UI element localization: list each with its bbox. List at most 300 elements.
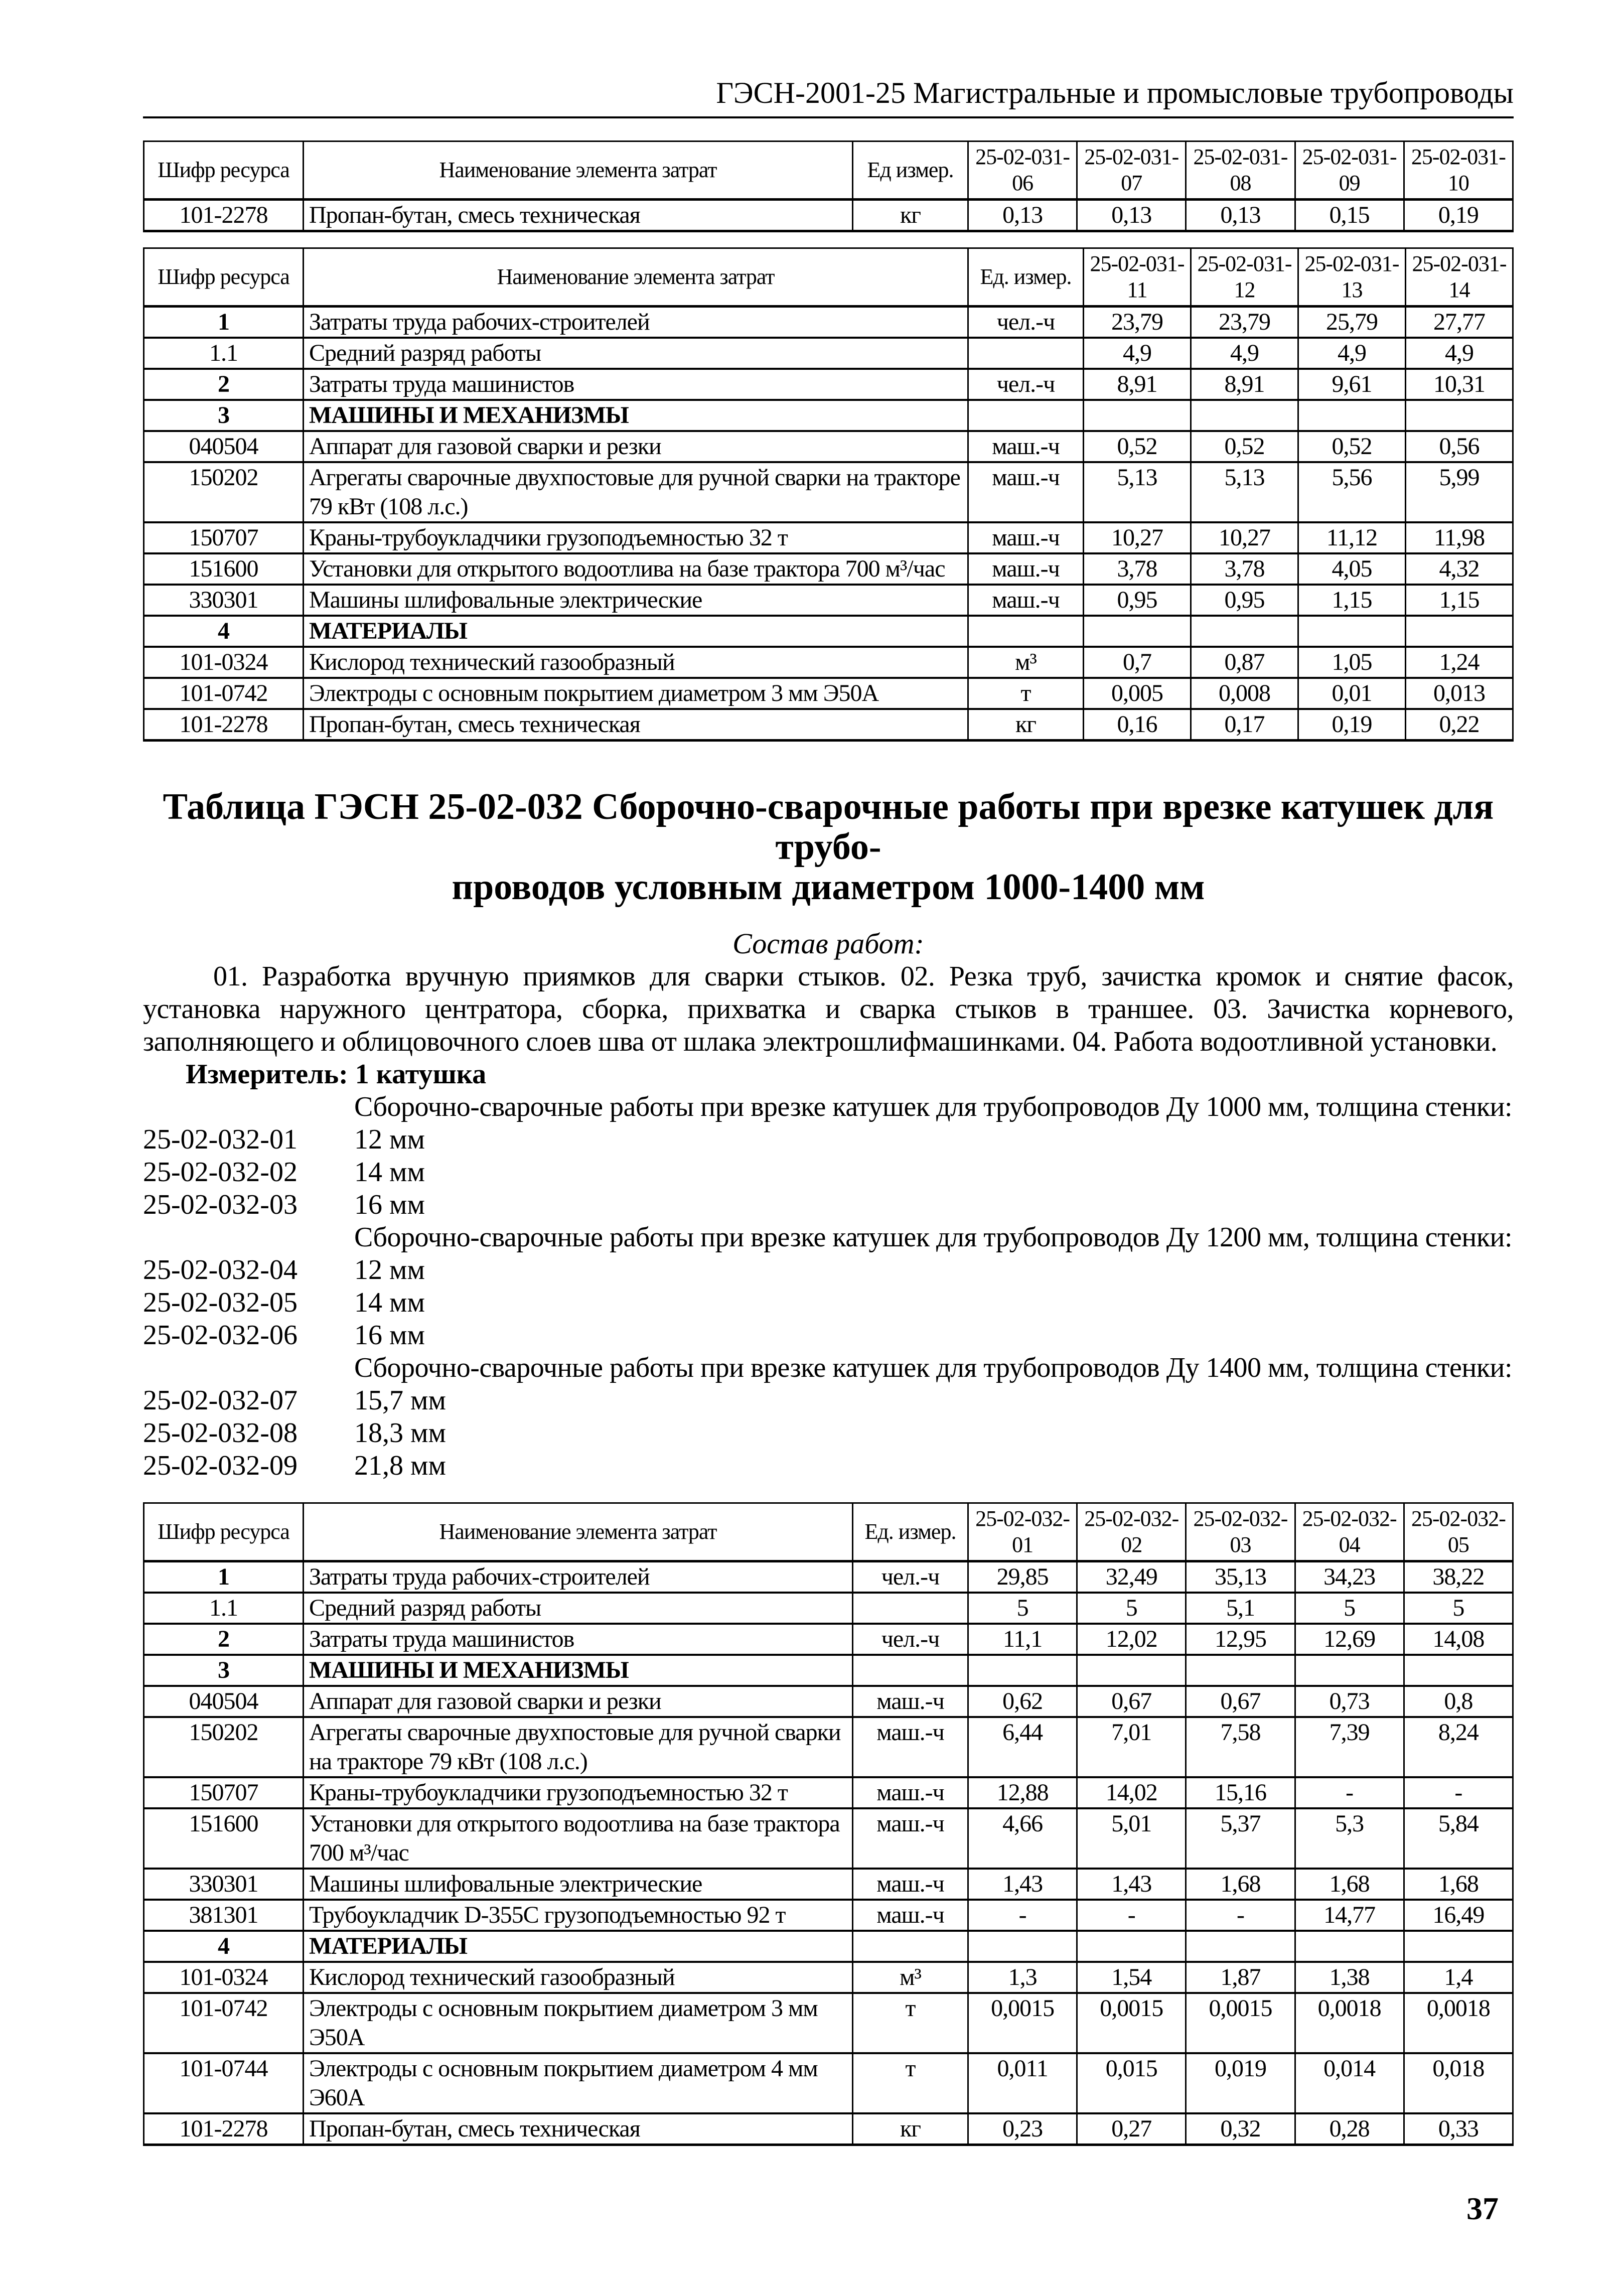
unit: [968, 338, 1084, 369]
resource-code: 101-2278: [144, 709, 304, 741]
resource-code: 330301: [144, 1869, 304, 1900]
thickness: 16 мм: [354, 1320, 425, 1351]
resource-code: 381301: [144, 1900, 304, 1931]
norm-value: 0,52: [1191, 431, 1298, 462]
norm-value: 5,13: [1084, 462, 1191, 522]
norm-value: 11,1: [968, 1624, 1077, 1655]
table-row: [144, 307, 1513, 338]
column-header: 25-02-032-02: [1077, 1503, 1186, 1561]
norm-value: 1,24: [1406, 647, 1513, 678]
norm-value: 5,3: [1295, 1808, 1404, 1869]
norm-value: 12,95: [1186, 1624, 1295, 1655]
table-title: [143, 787, 1514, 907]
resource-code: 1: [144, 307, 304, 338]
norm-value: 5,01: [1077, 1808, 1186, 1869]
cost-element-name: Средний разряд работы: [304, 1593, 853, 1624]
section-row: [144, 1655, 1513, 1686]
norm-value: 3,78: [1084, 553, 1191, 585]
norm-value: 5: [1077, 1593, 1186, 1624]
norm-value: 14,08: [1404, 1624, 1513, 1655]
unit: [853, 1655, 968, 1686]
norm-value: 0,22: [1406, 709, 1513, 741]
table-row: [144, 369, 1513, 400]
resource-code: 101-0742: [144, 678, 304, 709]
table-row: [144, 1686, 1513, 1717]
table-row: [144, 522, 1513, 553]
norm-value: 0,95: [1084, 585, 1191, 616]
unit: [853, 1593, 968, 1624]
norm-value: 8,24: [1404, 1717, 1513, 1777]
thickness: 16 мм: [354, 1189, 425, 1220]
code-group-1400: [143, 1352, 1514, 1482]
header-row: [144, 141, 1513, 200]
resource-code: 101-0742: [144, 1993, 304, 2053]
norm-value: 0,87: [1191, 647, 1298, 678]
resource-code: 101-0744: [144, 2053, 304, 2113]
cost-element-name: Электроды с основным покрытием диаметром 4 мм Э60А: [304, 2053, 853, 2113]
norm-value: 0,011: [968, 2053, 1077, 2113]
norm-value: [1298, 400, 1406, 431]
norm-value: 15,16: [1186, 1777, 1295, 1808]
norm-value: 7,39: [1295, 1717, 1404, 1777]
cost-element-name: Средний разряд работы: [304, 338, 968, 369]
norm-value: -: [1295, 1777, 1404, 1808]
running-header: ГЭСН-2001-25 Магистральные и промысловые трубопроводы: [716, 76, 1514, 109]
norm-value: 1,68: [1295, 1869, 1404, 1900]
column-header: 25-02-031-06: [968, 141, 1077, 200]
cost-element-name: Аппарат для газовой сварки и резки: [304, 431, 968, 462]
unit: кг: [968, 709, 1084, 741]
table-row: [144, 2053, 1513, 2113]
norm-value: 5: [1404, 1593, 1513, 1624]
norm-value: 1,54: [1077, 1962, 1186, 1993]
unit: маш.-ч: [968, 585, 1084, 616]
resource-table-031-11-14: [143, 247, 1514, 742]
table-header: [144, 141, 1513, 200]
resource-code: 1.1: [144, 338, 304, 369]
norm-value: 0,73: [1295, 1686, 1404, 1717]
code-item: [143, 1156, 1514, 1189]
resource-code: 150202: [144, 1717, 304, 1777]
norm-value: 0,15: [1295, 200, 1404, 231]
cost-element-name: Машины шлифовальные электрические: [304, 585, 968, 616]
norm-value: 0,008: [1191, 678, 1298, 709]
header-row: [144, 248, 1513, 307]
column-header: 25-02-031-09: [1295, 141, 1404, 200]
norm-value: 0,01: [1298, 678, 1406, 709]
resource-code: 101-2278: [144, 200, 304, 231]
table-row: [144, 1962, 1513, 1993]
norm-value: 4,66: [968, 1808, 1077, 1869]
code-item: [143, 1254, 1514, 1287]
norm-value: 12,02: [1077, 1624, 1186, 1655]
norm-value: 1,68: [1404, 1869, 1513, 1900]
cost-element-name: Кислород технический газообразный: [304, 1962, 853, 1993]
code-group-1000: [143, 1091, 1514, 1221]
norm-value: 0,17: [1191, 709, 1298, 741]
thickness: 15,7 мм: [354, 1385, 446, 1416]
norm-value: 5: [968, 1593, 1077, 1624]
table-title-line-2: проводов условным диаметром 1000-1400 мм: [452, 867, 1205, 908]
norm-value: 1,15: [1298, 585, 1406, 616]
cost-element-name: Установки для открытого водоотлива на базе трактора 700 м³/час: [304, 553, 968, 585]
unit: маш.-ч: [853, 1808, 968, 1869]
column-header: Шифр ресурса: [144, 248, 304, 307]
norm-value: 0,95: [1191, 585, 1298, 616]
cost-element-name: Затраты труда машинистов: [304, 369, 968, 400]
norm-value: 1,43: [968, 1869, 1077, 1900]
norm-value: 10,27: [1084, 522, 1191, 553]
table-row: [144, 553, 1513, 585]
resource-code: 4: [144, 1931, 304, 1962]
cost-element-name: Краны-трубоукладчики грузоподъемностью 32 т: [304, 522, 968, 553]
norm-value: [1295, 1931, 1404, 1962]
norm-value: 1,87: [1186, 1962, 1295, 1993]
table-row: [144, 338, 1513, 369]
cost-element-name: Затраты труда рабочих-строителей: [304, 1561, 853, 1593]
unit: чел.-ч: [853, 1561, 968, 1593]
norm-value: 5: [1295, 1593, 1404, 1624]
norm-value: 0,005: [1084, 678, 1191, 709]
table-title-line-1: Таблица ГЭСН 25-02-032 Сборочно-сварочные работы при врезке катушек для трубо-: [163, 786, 1494, 868]
resource-code: 4: [144, 616, 304, 647]
norm-value: 0,13: [1186, 200, 1295, 231]
norm-value: 0,014: [1295, 2053, 1404, 2113]
resource-code: 040504: [144, 1686, 304, 1717]
table-row: [144, 1869, 1513, 1900]
norm-value: 9,61: [1298, 369, 1406, 400]
norm-value: 5,13: [1191, 462, 1298, 522]
column-header: Наименование элемента затрат: [304, 1503, 853, 1561]
norm-value: 0,7: [1084, 647, 1191, 678]
norm-value: 12,88: [968, 1777, 1077, 1808]
cost-element-name: Машины шлифовальные электрические: [304, 1869, 853, 1900]
norm-value: 23,79: [1084, 307, 1191, 338]
section-row: [144, 400, 1513, 431]
resource-code: 150202: [144, 462, 304, 522]
unit: кг: [853, 2113, 968, 2145]
norm-value: [1404, 1655, 1513, 1686]
norm-value: 0,13: [968, 200, 1077, 231]
norm-value: 16,49: [1404, 1900, 1513, 1931]
table-row: [144, 585, 1513, 616]
code-item: [143, 1319, 1514, 1352]
column-header: 25-02-031-11: [1084, 248, 1191, 307]
cost-element-name: Затраты труда рабочих-строителей: [304, 307, 968, 338]
code-item: [143, 1384, 1514, 1417]
code: 25-02-032-08: [143, 1417, 298, 1449]
resource-code: 151600: [144, 1808, 304, 1869]
table-row: [144, 462, 1513, 522]
code-item: [143, 1123, 1514, 1156]
code: 25-02-032-02: [143, 1157, 298, 1188]
thickness: 18,3 мм: [354, 1417, 446, 1449]
resource-code: 150707: [144, 522, 304, 553]
norm-value: 0,13: [1077, 200, 1186, 231]
unit: м³: [853, 1962, 968, 1993]
cost-element-name: Аппарат для газовой сварки и резки: [304, 1686, 853, 1717]
column-header: 25-02-031-12: [1191, 248, 1298, 307]
code-item: [143, 1450, 1514, 1482]
norm-value: 5,99: [1406, 462, 1513, 522]
code: 25-02-032-05: [143, 1287, 298, 1318]
unit: [968, 616, 1084, 647]
norm-value: 10,27: [1191, 522, 1298, 553]
norm-value: 0,67: [1186, 1686, 1295, 1717]
code: 25-02-032-09: [143, 1450, 298, 1481]
norm-value: 32,49: [1077, 1561, 1186, 1593]
column-header: Ед измер.: [853, 141, 968, 200]
thickness: 14 мм: [354, 1157, 425, 1188]
table-row: [144, 1624, 1513, 1655]
work-composition-text: 01. Разработка вручную приямков для сварки стыков. 02. Резка труб, зачистка кромок и снятие фасок, установка наружного центратора, сборка, прихватка и сварка стыков в траншее. 03. Зачистка корневого, заполняющего и облицовочного слоев шва от шлака электрошлифмашинками. 04. Работа водоотливной установки.: [143, 961, 1514, 1057]
column-header: Наименование элемента затрат: [304, 248, 968, 307]
code-group-description: Сборочно-сварочные работы при врезке катушек для трубопроводов Ду 1000 мм, толщина стенки:: [354, 1091, 1513, 1122]
code: 25-02-032-03: [143, 1189, 298, 1220]
code-item: [143, 1189, 1514, 1221]
norm-value: 1,15: [1406, 585, 1513, 616]
norm-value: 29,85: [968, 1561, 1077, 1593]
norm-value: -: [1186, 1900, 1295, 1931]
norm-value: 0,56: [1406, 431, 1513, 462]
cost-element-name: Пропан-бутан, смесь техническая: [304, 2113, 853, 2145]
norm-value: 8,91: [1084, 369, 1191, 400]
unit: [968, 400, 1084, 431]
norm-value: [1191, 616, 1298, 647]
norm-value: 4,05: [1298, 553, 1406, 585]
norm-value: [1186, 1931, 1295, 1962]
norm-value: 7,58: [1186, 1717, 1295, 1777]
table-row: [144, 1900, 1513, 1931]
norm-value: 0,19: [1298, 709, 1406, 741]
norm-value: 4,32: [1406, 553, 1513, 585]
norm-value: 23,79: [1191, 307, 1298, 338]
unit: маш.-ч: [968, 553, 1084, 585]
cost-element-name: Электроды с основным покрытием диаметром 3 мм Э50А: [304, 678, 968, 709]
code-item: [143, 1417, 1514, 1450]
resource-code: 2: [144, 1624, 304, 1655]
table-row: [144, 431, 1513, 462]
norm-value: 0,32: [1186, 2113, 1295, 2145]
norm-value: [968, 1655, 1077, 1686]
norm-value: 6,44: [968, 1717, 1077, 1777]
norm-value: [1298, 616, 1406, 647]
code: 25-02-032-07: [143, 1385, 298, 1416]
norm-value: 8,91: [1191, 369, 1298, 400]
norm-value: 0,8: [1404, 1686, 1513, 1717]
row-group: [144, 369, 1513, 400]
resource-code: 1: [144, 1561, 304, 1593]
column-header: Ед. измер.: [968, 248, 1084, 307]
norm-value: [1077, 1655, 1186, 1686]
norm-value: 1,05: [1298, 647, 1406, 678]
code-group-1200: [143, 1221, 1514, 1352]
norm-value: 5,56: [1298, 462, 1406, 522]
norm-value: 4,9: [1191, 338, 1298, 369]
norm-value: [1404, 1931, 1513, 1962]
norm-value: [1084, 400, 1191, 431]
norm-value: 0,19: [1404, 200, 1513, 231]
thickness: 12 мм: [354, 1124, 425, 1155]
row-group: [144, 1561, 1513, 1624]
norm-value: [1295, 1655, 1404, 1686]
norm-value: 10,31: [1406, 369, 1513, 400]
norm-value: 1,3: [968, 1962, 1077, 1993]
norm-value: 0,019: [1186, 2053, 1295, 2113]
row-group: [144, 200, 1513, 231]
row-group: [144, 1624, 1513, 1655]
norm-value: 1,38: [1295, 1962, 1404, 1993]
unit: маш.-ч: [853, 1717, 968, 1777]
thickness: 21,8 мм: [354, 1450, 446, 1481]
section-row: [144, 616, 1513, 647]
norm-value: 0,52: [1084, 431, 1191, 462]
norm-value: 5,37: [1186, 1808, 1295, 1869]
norm-value: [1084, 616, 1191, 647]
column-header: 25-02-031-07: [1077, 141, 1186, 200]
section-title: МАШИНЫ И МЕХАНИЗМЫ: [304, 1655, 853, 1686]
cost-element-name: Пропан-бутан, смесь техническая: [304, 200, 853, 231]
unit: м³: [968, 647, 1084, 678]
table-row: [144, 678, 1513, 709]
section-title: МАТЕРИАЛЫ: [304, 1931, 853, 1962]
section-row: [144, 1931, 1513, 1962]
column-header: Ед. измер.: [853, 1503, 968, 1561]
unit: маш.-ч: [853, 1686, 968, 1717]
norm-value: 0,23: [968, 2113, 1077, 2145]
norm-value: 1,68: [1186, 1869, 1295, 1900]
norm-value: 0,33: [1404, 2113, 1513, 2145]
norm-value: 0,67: [1077, 1686, 1186, 1717]
norm-value: 1,4: [1404, 1962, 1513, 1993]
resource-table-031-continued: [143, 140, 1514, 232]
unit: т: [968, 678, 1084, 709]
unit: маш.-ч: [968, 462, 1084, 522]
resource-code: 2: [144, 369, 304, 400]
table-row: [144, 709, 1513, 741]
column-header: 25-02-032-04: [1295, 1503, 1404, 1561]
norm-value: 34,23: [1295, 1561, 1404, 1593]
code: 25-02-032-04: [143, 1254, 298, 1285]
norm-value: [1406, 400, 1513, 431]
cost-element-name: Агрегаты сварочные двухпостовые для ручной сварки на тракторе 79 кВт (108 л.с.): [304, 1717, 853, 1777]
code-item: [143, 1287, 1514, 1319]
code: 25-02-032-06: [143, 1320, 298, 1351]
norm-value: 38,22: [1404, 1561, 1513, 1593]
row-group: [144, 616, 1513, 741]
unit: маш.-ч: [968, 522, 1084, 553]
norm-value: 5,1: [1186, 1593, 1295, 1624]
header-row: [144, 1503, 1513, 1561]
table-header: [144, 1503, 1513, 1561]
table-row: [144, 2113, 1513, 2145]
cost-element-name: Кислород технический газообразный: [304, 647, 968, 678]
resource-code: 151600: [144, 553, 304, 585]
column-header: 25-02-031-14: [1406, 248, 1513, 307]
norm-value: 11,12: [1298, 522, 1406, 553]
table-row: [144, 647, 1513, 678]
resource-code: 040504: [144, 431, 304, 462]
norm-value: 12,69: [1295, 1624, 1404, 1655]
code: 25-02-032-01: [143, 1124, 298, 1155]
table-row: [144, 200, 1513, 231]
norm-value: 11,98: [1406, 522, 1513, 553]
table-row: [144, 1777, 1513, 1808]
unit: чел.-ч: [968, 369, 1084, 400]
column-header: 25-02-032-03: [1186, 1503, 1295, 1561]
section-title: МАШИНЫ И МЕХАНИЗМЫ: [304, 400, 968, 431]
norm-value: 0,013: [1406, 678, 1513, 709]
measure-unit: Измеритель: 1 катушка: [186, 1059, 487, 1090]
norm-value: 25,79: [1298, 307, 1406, 338]
column-header: 25-02-031-08: [1186, 141, 1295, 200]
norm-value: 35,13: [1186, 1561, 1295, 1593]
row-group: [144, 307, 1513, 369]
norm-value: 0,018: [1404, 2053, 1513, 2113]
norm-value: 1,43: [1077, 1869, 1186, 1900]
norm-value: 0,28: [1295, 2113, 1404, 2145]
norm-value: 0,62: [968, 1686, 1077, 1717]
norm-value: 4,9: [1084, 338, 1191, 369]
norm-value: 0,0015: [968, 1993, 1077, 2053]
thickness: 12 мм: [354, 1254, 425, 1285]
table-header: [144, 248, 1513, 307]
norm-value: 0,0015: [1077, 1993, 1186, 2053]
column-header: Шифр ресурса: [144, 1503, 304, 1561]
table-row: [144, 1561, 1513, 1593]
cost-element-name: Установки для открытого водоотлива на базе трактора 700 м³/час: [304, 1808, 853, 1869]
norm-value: 0,015: [1077, 2053, 1186, 2113]
cost-element-name: Затраты труда машинистов: [304, 1624, 853, 1655]
cost-element-name: Краны-трубоукладчики грузоподъемностью 32 т: [304, 1777, 853, 1808]
norm-value: 14,02: [1077, 1777, 1186, 1808]
resource-code: 101-0324: [144, 1962, 304, 1993]
page-number: 37: [1466, 2191, 1499, 2226]
norm-value: 27,77: [1406, 307, 1513, 338]
table-row: [144, 1808, 1513, 1869]
row-group: [144, 1931, 1513, 2145]
norm-value: [1191, 400, 1298, 431]
norm-value: 4,9: [1298, 338, 1406, 369]
cost-element-name: Пропан-бутан, смесь техническая: [304, 709, 968, 741]
cost-element-name: Трубоукладчик D-355C грузоподъемностью 92 т: [304, 1900, 853, 1931]
resource-code: 101-2278: [144, 2113, 304, 2145]
unit: маш.-ч: [968, 431, 1084, 462]
cost-element-name: Электроды с основным покрытием диаметром 3 мм Э50А: [304, 1993, 853, 2053]
norm-value: [1077, 1931, 1186, 1962]
norm-value: 0,0018: [1295, 1993, 1404, 2053]
norm-value: 0,16: [1084, 709, 1191, 741]
unit: маш.-ч: [853, 1777, 968, 1808]
unit: кг: [853, 200, 968, 231]
norm-value: [1186, 1655, 1295, 1686]
resource-code: 150707: [144, 1777, 304, 1808]
norm-value: [968, 1931, 1077, 1962]
code-group-description: Сборочно-сварочные работы при врезке катушек для трубопроводов Ду 1200 мм, толщина стенки:: [354, 1222, 1513, 1253]
norm-value: -: [968, 1900, 1077, 1931]
code-group-description: Сборочно-сварочные работы при врезке катушек для трубопроводов Ду 1400 мм, толщина стенки:: [354, 1352, 1513, 1383]
table-row: [144, 1593, 1513, 1624]
page-content: [143, 75, 1514, 2226]
table-row: [144, 1993, 1513, 2053]
resource-code: 1.1: [144, 1593, 304, 1624]
norm-value: -: [1077, 1900, 1186, 1931]
norm-value: 3,78: [1191, 553, 1298, 585]
row-group: [144, 1655, 1513, 1931]
norm-value: -: [1404, 1777, 1513, 1808]
column-header: Наименование элемента затрат: [304, 141, 853, 200]
unit: т: [853, 1993, 968, 2053]
